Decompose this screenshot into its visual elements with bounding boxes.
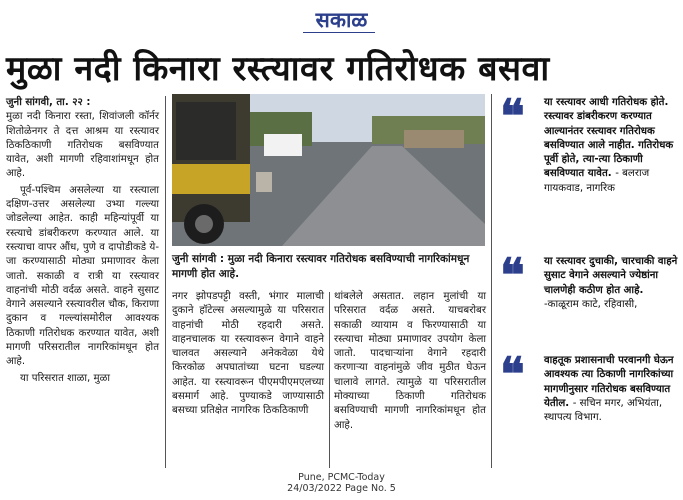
article-paragraph-4: नगर झोपडपट्टी वस्ती, भंगार मालाची दुकाने हॉटेल्स असल्यामुळे या परिसरात वाहनांची मोठी रहदारी असते. वाहनचालक या रस्त्यावरून वेगाने वाहने चालवत असल्याने अनेकवेळा येथे किरकोळ अपघातांच्या घटना घडल्या आहेत. या रस्त्यावरून पीएमपीएमएलच्या बसमार्ग आहे. पुण्याकडे जाण्यासाठी बसच्या प्रतिक्षेत नागरिक ठिकठिकाणी <box>172 291 324 417</box>
article-column-left <box>6 96 159 388</box>
column-divider <box>491 94 492 468</box>
article-paragraph-1: मुळा नदी किनारा रस्ता, शिवांजली कॉर्नर शितोळेनगर ते दत्त आश्रम या रस्त्यावर ठिकठिकाणी गतिरोधक बसविण्यात यावेत, अशी मागणी रहिवाशांमधून होत आहे. <box>6 111 159 180</box>
quote-attribution: - सचिन मगर, अभियंता, स्थापत्य विभाग. <box>544 397 663 424</box>
headline: मुळा नदी किनारा रस्त्यावर गतिरोधक बसवा <box>6 49 550 89</box>
quote-text: वाहतूक प्रशासनाची परवानगी घेऊन आवश्यक त्या ठिकाणी नागरिकांच्या मागणीनुसार गतिरोधक बसविण्यात येतील. - सचिन मगर, अभियंता, स्थापत्य विभाग. <box>544 355 674 424</box>
quote-box <box>500 248 678 312</box>
quote-attribution: - बलराज गायकवाड, नागरिक <box>544 168 650 194</box>
quote-mark-icon: ❝ <box>500 347 525 401</box>
footer-edition: Pune, PCMC-Today <box>298 472 385 483</box>
page-footer <box>0 472 683 494</box>
column-divider <box>329 292 330 468</box>
quote-text: या रस्त्यावर दुचाकी, चारचाकी वाहने सुसाट वेगाने असल्याने ज्येष्ठांना चालणेही कठीण होत आहे. -काळूराम काटे, रहिवासी, <box>544 256 678 310</box>
quote-attribution: -काळूराम काटे, रहिवासी, <box>544 298 638 310</box>
article-column-middle-1 <box>172 290 324 421</box>
article-paragraph-2: पूर्व-पश्चिम असलेल्या या रस्त्याला दक्षिण-उत्तर असलेल्या उभ्या गल्ल्या जोडलेल्या आहेत. काही महिन्यांपूर्वी या रस्त्याचे डांबरीकरण करण्यात आले. या रस्त्याचा वापर औंध, पुणे व दापोडीकडे ये-जा करण्यासाठी मोठ्या प्रमाणावर केला जातो. सकाळी व रात्री या रस्त्यावर वाहनांची मोठी वर्दळ असते. वाहने सुसाट वेगाने असल्याने रस्त्यावरील चौक, किराणा दुकान व गल्ल्यांसमोरील आवश्यक ठिकाणी गतिरोधक करण्यात यावेत, अशी मागणी परिसरातील नागरिकांमधून होत आहे. <box>6 184 159 368</box>
masthead-underline <box>303 32 375 33</box>
masthead-logo: सकाळ <box>315 7 368 32</box>
column-divider <box>165 96 166 468</box>
article-column-middle-2 <box>334 290 486 435</box>
news-photo <box>172 94 485 246</box>
footer-date-page: 24/03/2022 Page No. 5 <box>287 483 396 494</box>
quote-box <box>500 347 678 425</box>
dateline: जुनी सांगवी, ता. २२ : <box>6 97 91 108</box>
quote-text: या रस्त्यावर आधी गतिरोधक होते. रस्त्यावर डांबरीकरण करण्यात आल्यानंतर रस्त्यावर गतिरोधक बसविण्यात आले नाहीत. गतिरोधक पूर्वी होते, त्या-त्या ठिकाणी बसविण्यात यावेत. - बलराज गायकवाड, नागरिक <box>544 97 674 194</box>
article-paragraph-5: थांबलेले असतात. लहान मुलांची या परिसरात वर्दळ असते. याचबरोबर सकाळी व्यायाम व फिरण्यासाठी या रस्त्याचा मोठ्या प्रमाणावर उपयोग केला जातो. पादचाऱ्यांना वेगाने रहदारी करणाऱ्या वाहनांमुळे जीव मुठीत घेऊन चालावे लागते. त्यामुळे या परिसरातील मोक्याच्या ठिकाणी गतिरोधक बसविण्याची मागणी नागरिकांमधून होत आहे. <box>334 291 486 431</box>
road-photo-illustration <box>172 94 485 246</box>
article-paragraph-3: या परिसरात शाळा, मुळा <box>20 372 111 384</box>
quote-mark-icon: ❝ <box>500 89 525 143</box>
quote-mark-icon: ❝ <box>500 248 525 302</box>
photo-caption: जुनी सांगवी : मुळा नदी किनारा रस्त्यावर गतिरोधक बसविण्याची नागरिकांमधून मागणी होत आहे. <box>172 253 470 280</box>
quote-box <box>500 89 678 196</box>
